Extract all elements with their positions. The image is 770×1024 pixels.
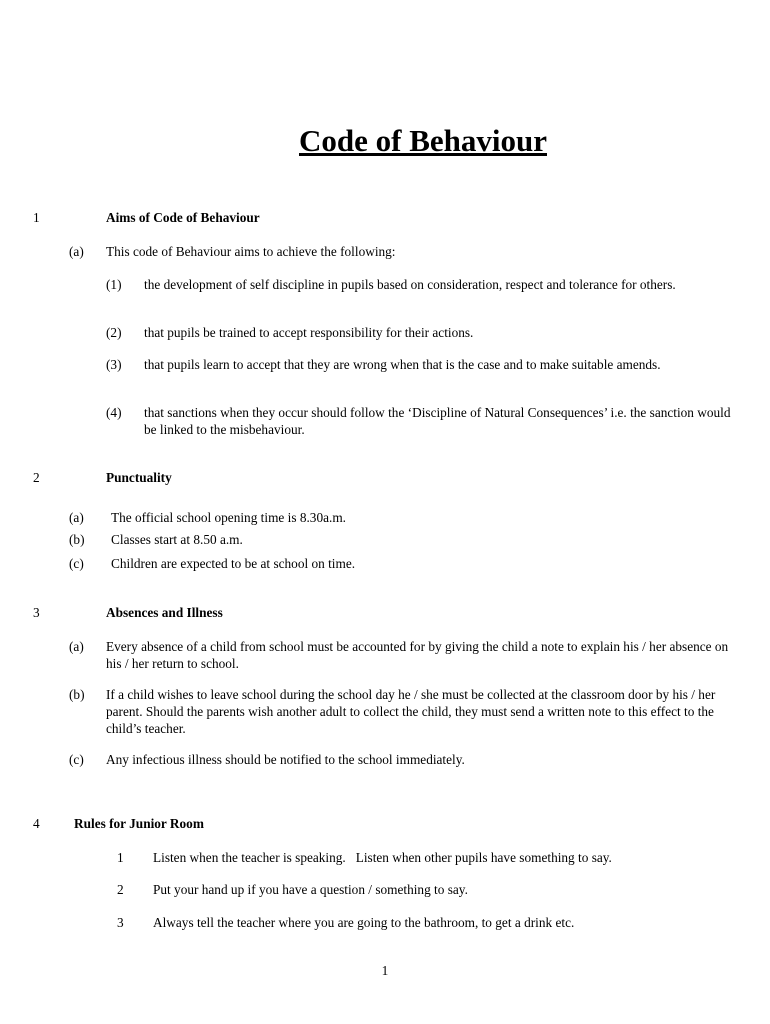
section-number: 3 (33, 605, 40, 620)
item-text: Any infectious illness should be notified to the school immediately. (106, 752, 465, 767)
subitem-text: that pupils be trained to accept responsibility for their actions. (144, 325, 474, 340)
subitem-text: that sanctions when they occur should follow the ‘Discipline of Natural Consequences’ i.e. the sanction would be linked to the misbehaviour. (144, 405, 731, 437)
section-heading: Absences and Illness (106, 605, 223, 620)
page-title: Code of Behaviour (299, 123, 547, 158)
item-text: Classes start at 8.50 a.m. (111, 532, 243, 547)
rule-text: Listen when the teacher is speaking. Listen when other pupils have something to say. (153, 850, 612, 865)
item-marker: (a) (69, 510, 84, 525)
item-marker: (b) (69, 687, 85, 702)
section-number: 4 (33, 816, 40, 831)
rule-number: 1 (117, 850, 124, 865)
section-heading: Punctuality (106, 470, 172, 485)
item-marker: (a) (69, 244, 84, 259)
rule-number: 2 (117, 882, 124, 897)
item-marker: (a) (69, 639, 84, 654)
subitem-text: that pupils learn to accept that they are wrong when that is the case and to make suitable amends. (144, 357, 661, 372)
item-text: Children are expected to be at school on time. (111, 556, 356, 571)
section-heading: Rules for Junior Room (74, 816, 204, 831)
rule-text: Always tell the teacher where you are going to the bathroom, to get a drink etc. (153, 915, 575, 930)
section-heading: Aims of Code of Behaviour (106, 210, 260, 225)
section-number: 2 (33, 470, 40, 485)
item-text: The official school opening time is 8.30a.m. (111, 510, 346, 525)
subitem-marker: (4) (106, 405, 122, 420)
rule-text: Put your hand up if you have a question / something to say. (153, 882, 468, 897)
page-number: 1 (381, 963, 389, 978)
item-marker: (c) (69, 556, 84, 571)
item-text: If a child wishes to leave school during the school day he / she must be collected at the classroom door by his / her parent. Should the parents wish another adult to collect the child, they must send a written note to this effect to the child’s teacher. (106, 687, 716, 736)
item-text: This code of Behaviour aims to achieve the following: (106, 244, 396, 259)
subitem-marker: (1) (106, 277, 122, 292)
subitem-marker: (2) (106, 325, 122, 340)
item-marker: (b) (69, 532, 85, 547)
item-text: Every absence of a child from school must be accounted for by giving the child a note to explain his / her absence on his / her return to school. (106, 639, 729, 671)
subitem-text: the development of self discipline in pupils based on consideration, respect and tolerance for others. (144, 277, 676, 292)
subitem-marker: (3) (106, 357, 122, 372)
rule-number: 3 (117, 915, 124, 930)
item-marker: (c) (69, 752, 84, 767)
section-number: 1 (33, 210, 40, 225)
